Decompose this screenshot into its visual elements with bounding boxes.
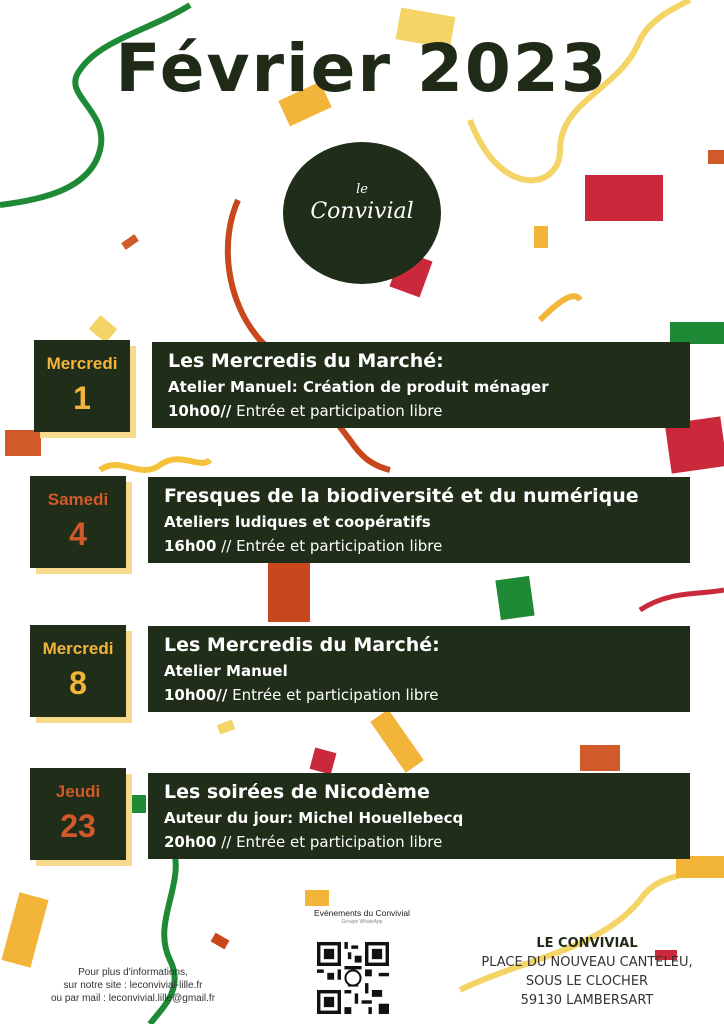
orange-streamer bbox=[540, 296, 580, 320]
event-subtitle: Ateliers ludiques et coopératifs bbox=[164, 513, 431, 531]
event-time-line bbox=[164, 537, 442, 555]
event-day-number: 1 bbox=[73, 380, 91, 416]
event-card bbox=[148, 477, 690, 563]
event-access: // Entrée et participation libre bbox=[216, 833, 443, 851]
event-day-number: 8 bbox=[69, 665, 87, 701]
event-card bbox=[152, 342, 690, 428]
event-time: 10h00// bbox=[164, 686, 228, 704]
event-time-line bbox=[168, 402, 442, 420]
event-title: Fresques de la biodiversité et du numérique bbox=[164, 485, 639, 507]
event-access: // Entrée et participation libre bbox=[216, 537, 443, 555]
red-streamer bbox=[640, 590, 724, 610]
event-access: Entrée et participation libre bbox=[227, 686, 439, 704]
event-card bbox=[148, 626, 690, 712]
confetti-piece bbox=[585, 175, 663, 221]
address-name: LE CONVIVIAL bbox=[536, 936, 638, 951]
confetti-piece bbox=[217, 720, 235, 735]
confetti-piece bbox=[670, 322, 724, 344]
confetti-piece bbox=[211, 933, 230, 950]
event-day-name: Samedi bbox=[47, 490, 109, 509]
yellow-streamer bbox=[100, 459, 210, 470]
email-link[interactable]: ou par mail : leconvivial.lille@gmail.fr bbox=[50, 993, 216, 1004]
contact-info bbox=[38, 966, 228, 1005]
event-time-line bbox=[164, 833, 442, 851]
confetti-piece bbox=[370, 709, 424, 772]
address-line: 59130 LAMBERSART bbox=[520, 993, 654, 1008]
logo-name: Convivial bbox=[310, 199, 414, 224]
address-line: PLACE DU NOUVEAU CANTELEU, bbox=[481, 955, 693, 970]
confetti-piece bbox=[268, 562, 310, 622]
event-date-box bbox=[30, 768, 126, 860]
convivial-logo bbox=[283, 142, 441, 284]
event-access: Entrée et participation libre bbox=[231, 402, 443, 420]
event-title: Les soirées de Nicodème bbox=[164, 781, 430, 803]
confetti-piece bbox=[121, 234, 139, 250]
confetti-piece bbox=[130, 795, 146, 813]
event-time: 10h00// bbox=[168, 402, 232, 420]
address-block bbox=[452, 934, 722, 1010]
website-link[interactable]: sur notre site : leconvivial-lille.fr bbox=[63, 980, 203, 991]
event-date-box bbox=[34, 340, 130, 432]
event-day-name: Mercredi bbox=[46, 354, 118, 373]
confetti-piece bbox=[676, 856, 724, 878]
event-time: 20h00 bbox=[164, 833, 217, 851]
confetti-piece bbox=[495, 576, 534, 620]
info-line: Pour plus d'informations, bbox=[78, 967, 188, 978]
confetti-piece bbox=[5, 430, 41, 456]
confetti-piece bbox=[708, 150, 724, 164]
event-card bbox=[148, 773, 690, 859]
confetti-piece bbox=[1, 892, 48, 967]
whatsapp-subtitle: Groupe WhatsApp bbox=[341, 919, 383, 925]
whatsapp-group bbox=[302, 908, 422, 925]
page-title: Février 2023 bbox=[115, 30, 609, 107]
event-date-box bbox=[30, 625, 126, 717]
confetti-piece bbox=[89, 315, 117, 343]
confetti-piece bbox=[580, 745, 620, 771]
whatsapp-title: Evénements du Convivial bbox=[314, 908, 410, 918]
event-day-name: Jeudi bbox=[55, 782, 101, 801]
event-subtitle: Auteur du jour: Michel Houellebecq bbox=[164, 809, 464, 827]
event-date-box bbox=[30, 476, 126, 568]
confetti-piece bbox=[305, 890, 329, 906]
event-time: 16h00 bbox=[164, 537, 217, 555]
event-subtitle: Atelier Manuel: Création de produit ménager bbox=[168, 378, 549, 396]
event-title: Les Mercredis du Marché: bbox=[164, 634, 440, 656]
confetti-piece bbox=[310, 748, 337, 775]
qr-code[interactable] bbox=[317, 942, 389, 1014]
event-subtitle: Atelier Manuel bbox=[164, 662, 288, 680]
event-day-number: 23 bbox=[60, 808, 96, 844]
event-title: Les Mercredis du Marché: bbox=[168, 350, 444, 372]
event-day-name: Mercredi bbox=[42, 639, 114, 658]
address-line: SOUS LE CLOCHER bbox=[525, 974, 649, 989]
logo-le: le bbox=[356, 182, 368, 197]
event-day-number: 4 bbox=[69, 516, 87, 552]
confetti-piece bbox=[534, 226, 548, 248]
event-time-line bbox=[164, 686, 438, 704]
